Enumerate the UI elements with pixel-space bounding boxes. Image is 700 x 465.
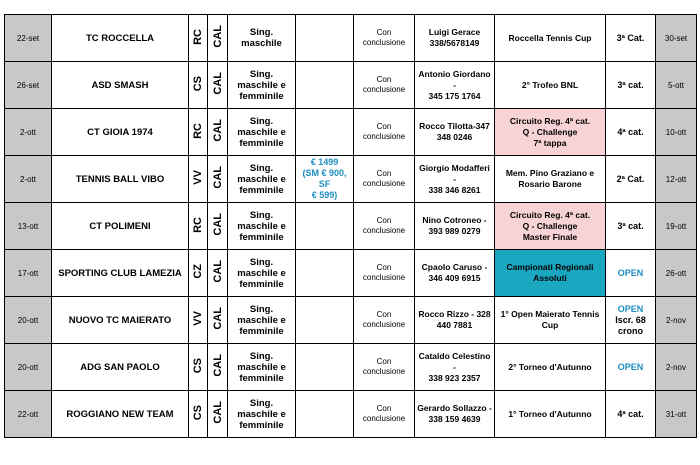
format-cell-line: conclusione bbox=[362, 132, 406, 141]
category-cell bbox=[606, 203, 656, 250]
province-cell bbox=[189, 297, 208, 344]
table-row bbox=[5, 391, 697, 438]
contact-cell bbox=[415, 109, 495, 156]
club-name-cell: ROGGIANO NEW TEAM bbox=[52, 391, 189, 438]
category-cell-line: 3ª cat. bbox=[617, 220, 644, 231]
contact-cell bbox=[415, 391, 495, 438]
end-date-cell: 12-ott bbox=[656, 156, 697, 203]
event-name-cell-line: Roccella Tennis Cup bbox=[508, 32, 592, 43]
start-date-cell: 20-ott bbox=[5, 297, 52, 344]
club-name-cell: ADG SAN PAOLO bbox=[52, 344, 189, 391]
event-name-cell-line: 1° Torneo d'Autunno bbox=[508, 408, 592, 419]
format-cell-line: conclusione bbox=[362, 38, 406, 47]
start-date-cell: 2-ott bbox=[5, 109, 52, 156]
format-cell-line: conclusione bbox=[362, 367, 406, 376]
format-cell-line: Con bbox=[376, 75, 392, 84]
discipline-cell-line: maschile e bbox=[237, 267, 286, 279]
discipline-cell-line: Sing. bbox=[249, 303, 274, 315]
event-name-cell-line: Circuito Reg. 4ª cat. bbox=[509, 115, 591, 126]
format-cell bbox=[354, 203, 415, 250]
province-cell-text: VV bbox=[192, 170, 204, 185]
region-cell bbox=[208, 391, 228, 438]
table-row bbox=[5, 62, 697, 109]
category-cell-line: 3ª cat. bbox=[617, 79, 644, 90]
discipline-cell-line: femminile bbox=[239, 90, 284, 102]
province-cell bbox=[189, 203, 208, 250]
category-cell bbox=[606, 156, 656, 203]
contact-cell-line: 393 989 0279 bbox=[428, 226, 481, 236]
start-date-cell: 26-set bbox=[5, 62, 52, 109]
prize-money-cell bbox=[296, 250, 354, 297]
event-name-cell bbox=[495, 109, 606, 156]
province-cell bbox=[189, 156, 208, 203]
discipline-cell-line: femminile bbox=[239, 231, 284, 243]
event-name-cell bbox=[495, 203, 606, 250]
region-cell bbox=[208, 297, 228, 344]
end-date-cell: 19-ott bbox=[656, 203, 697, 250]
start-date-cell: 17-ott bbox=[5, 250, 52, 297]
discipline-cell bbox=[228, 109, 296, 156]
discipline-cell-line: Sing. bbox=[249, 350, 274, 362]
region-cell-text: CAL bbox=[211, 25, 224, 48]
region-cell bbox=[208, 250, 228, 297]
contact-cell-line: Rocco Rizzo - 328 bbox=[418, 309, 491, 319]
discipline-cell-line: femminile bbox=[239, 278, 284, 290]
contact-cell-line: 348 0246 bbox=[436, 132, 473, 142]
discipline-cell bbox=[228, 297, 296, 344]
end-date-cell: 5-ott bbox=[656, 62, 697, 109]
start-date-cell: 20-ott bbox=[5, 344, 52, 391]
discipline-cell-line: maschile e bbox=[237, 126, 286, 138]
category-cell bbox=[606, 109, 656, 156]
format-cell bbox=[354, 297, 415, 344]
category-cell bbox=[606, 62, 656, 109]
region-cell-text: CAL bbox=[211, 166, 224, 189]
end-date-cell: 30-set bbox=[656, 15, 697, 62]
club-name-cell: TENNIS BALL VIBO bbox=[52, 156, 189, 203]
contact-cell bbox=[415, 250, 495, 297]
category-cell-line: Iscr. 68 bbox=[615, 314, 646, 325]
category-cell-line: OPEN bbox=[617, 361, 644, 372]
contact-cell-line: Nino Cotroneo - bbox=[422, 215, 487, 225]
region-cell bbox=[208, 156, 228, 203]
end-date-cell: 2-nov bbox=[656, 297, 697, 344]
contact-cell-line: 338 159 4639 bbox=[428, 414, 481, 424]
start-date-cell: 13-ott bbox=[5, 203, 52, 250]
region-cell bbox=[208, 62, 228, 109]
province-cell bbox=[189, 391, 208, 438]
province-cell bbox=[189, 15, 208, 62]
province-cell bbox=[189, 344, 208, 391]
format-cell bbox=[354, 109, 415, 156]
prize-money-cell-line: (SM € 900, SF bbox=[302, 168, 347, 189]
table-row bbox=[5, 344, 697, 391]
table-row bbox=[5, 109, 697, 156]
discipline-cell bbox=[228, 344, 296, 391]
province-cell bbox=[189, 62, 208, 109]
end-date-cell: 10-ott bbox=[656, 109, 697, 156]
event-name-cell-line: 1° Open Maierato Tennis bbox=[500, 309, 600, 319]
contact-cell-line: Antonio Giordano - bbox=[418, 68, 491, 90]
category-cell-line: 2ª Cat. bbox=[616, 173, 645, 184]
province-cell-text: VV bbox=[192, 311, 204, 326]
contact-cell-line: 338/5678149 bbox=[429, 38, 480, 48]
contact-cell-line: Cataldo Celestino - bbox=[418, 350, 491, 372]
format-cell-line: Con bbox=[376, 169, 392, 178]
discipline-cell-line: femminile bbox=[239, 325, 284, 337]
category-cell-line: 4ª cat. bbox=[617, 126, 644, 137]
table-row bbox=[5, 203, 697, 250]
format-cell-line: Con bbox=[376, 28, 392, 37]
format-cell bbox=[354, 250, 415, 297]
format-cell-line: conclusione bbox=[362, 85, 406, 94]
format-cell-line: Con bbox=[376, 310, 392, 319]
event-name-cell-line: Q - Challenge bbox=[522, 126, 578, 137]
format-cell-line: Con bbox=[376, 404, 392, 413]
region-cell-text: CAL bbox=[211, 401, 224, 424]
province-cell-text: RC bbox=[192, 28, 204, 45]
province-cell-text: CS bbox=[192, 357, 204, 374]
contact-cell-line: Rocco Tilotta-347 bbox=[419, 121, 490, 131]
province-cell-text: RC bbox=[192, 122, 204, 139]
province-cell-text: CS bbox=[192, 404, 204, 421]
province-cell-text: CZ bbox=[192, 264, 204, 279]
event-name-cell bbox=[495, 156, 606, 203]
discipline-cell-line: femminile bbox=[239, 372, 284, 384]
discipline-cell-line: Sing. bbox=[249, 256, 274, 268]
discipline-cell-line: Sing. bbox=[249, 68, 274, 80]
discipline-cell bbox=[228, 15, 296, 62]
prize-money-cell bbox=[296, 391, 354, 438]
discipline-cell-line: femminile bbox=[239, 184, 284, 196]
region-cell-text: CAL bbox=[211, 213, 224, 236]
discipline-cell-line: femminile bbox=[239, 419, 284, 431]
prize-money-cell bbox=[296, 109, 354, 156]
format-cell-line: conclusione bbox=[362, 226, 406, 235]
end-date-cell: 2-nov bbox=[656, 344, 697, 391]
discipline-cell-line: Sing. bbox=[249, 115, 274, 127]
category-cell-line: 3ª Cat. bbox=[616, 32, 645, 43]
discipline-cell bbox=[228, 62, 296, 109]
discipline-cell bbox=[228, 156, 296, 203]
region-cell bbox=[208, 203, 228, 250]
discipline-cell-line: Sing. bbox=[249, 27, 274, 38]
discipline-cell bbox=[228, 250, 296, 297]
tournament-calendar-table bbox=[4, 14, 697, 438]
discipline-cell-line: maschile e bbox=[237, 173, 286, 185]
region-cell-text: CAL bbox=[211, 260, 224, 283]
category-cell bbox=[606, 297, 656, 344]
table-row bbox=[5, 156, 697, 203]
format-cell-line: Con bbox=[376, 357, 392, 366]
category-cell-line: 4ª cat. bbox=[617, 408, 644, 419]
format-cell-line: conclusione bbox=[362, 414, 406, 423]
prize-money-cell bbox=[296, 344, 354, 391]
category-cell bbox=[606, 391, 656, 438]
club-name-cell: NUOVO TC MAIERATO bbox=[52, 297, 189, 344]
province-cell-text: RC bbox=[192, 216, 204, 233]
format-cell bbox=[354, 15, 415, 62]
start-date-cell: 2-ott bbox=[5, 156, 52, 203]
contact-cell bbox=[415, 203, 495, 250]
category-cell bbox=[606, 344, 656, 391]
prize-money-cell-line: € 1499 bbox=[310, 157, 339, 167]
format-cell-line: conclusione bbox=[362, 179, 406, 188]
contact-cell-line: Giorgio Modafferi - bbox=[419, 162, 490, 184]
region-cell bbox=[208, 344, 228, 391]
discipline-cell-line: maschile bbox=[241, 38, 282, 49]
discipline-cell-line: Sing. bbox=[249, 209, 274, 221]
discipline-cell bbox=[228, 391, 296, 438]
contact-cell bbox=[415, 156, 495, 203]
region-cell-text: CAL bbox=[211, 72, 224, 95]
table-row bbox=[5, 15, 697, 62]
discipline-cell-line: femminile bbox=[239, 137, 284, 149]
event-name-cell-line: Campionati Regionali bbox=[506, 262, 594, 272]
contact-cell bbox=[415, 297, 495, 344]
event-name-cell bbox=[495, 15, 606, 62]
club-name-cell: CT GIOIA 1974 bbox=[52, 109, 189, 156]
event-name-cell bbox=[495, 344, 606, 391]
table-row bbox=[5, 297, 697, 344]
contact-cell-line: 338 923 2357 bbox=[428, 372, 481, 383]
discipline-cell-line: maschile e bbox=[237, 79, 286, 91]
contact-cell-line: Cpaolo Caruso - bbox=[421, 262, 488, 272]
contact-cell-line: Luigi Gerace bbox=[428, 27, 481, 37]
province-cell bbox=[189, 250, 208, 297]
end-date-cell: 31-ott bbox=[656, 391, 697, 438]
category-cell-line: OPEN bbox=[617, 267, 644, 278]
event-name-cell-line: Assoluti bbox=[533, 273, 567, 283]
format-cell-line: conclusione bbox=[362, 273, 406, 282]
event-name-cell-line: Master Finale bbox=[522, 231, 578, 242]
discipline-cell-line: maschile e bbox=[237, 408, 286, 420]
start-date-cell: 22-ott bbox=[5, 391, 52, 438]
club-name-cell: TC ROCCELLA bbox=[52, 15, 189, 62]
event-name-cell bbox=[495, 62, 606, 109]
category-cell-line: OPEN bbox=[617, 303, 644, 314]
club-name-cell: CT POLIMENI bbox=[52, 203, 189, 250]
event-name-cell-line: Circuito Reg. 4ª cat. bbox=[509, 209, 591, 220]
event-name-cell-line: 2° Trofeo BNL bbox=[521, 79, 579, 90]
event-name-cell-line: Mem. Pino Graziano e bbox=[505, 168, 595, 178]
prize-money-cell bbox=[296, 156, 354, 203]
discipline-cell bbox=[228, 203, 296, 250]
contact-cell bbox=[415, 15, 495, 62]
table-body bbox=[5, 15, 697, 438]
discipline-cell-line: maschile e bbox=[237, 314, 286, 326]
format-cell-line: Con bbox=[376, 263, 392, 272]
event-name-cell-line: Cup bbox=[541, 320, 559, 330]
province-cell bbox=[189, 109, 208, 156]
format-cell-line: Con bbox=[376, 122, 392, 131]
format-cell bbox=[354, 156, 415, 203]
table-row bbox=[5, 250, 697, 297]
prize-money-cell-line: € 599) bbox=[311, 190, 338, 200]
prize-money-cell bbox=[296, 297, 354, 344]
start-date-cell: 22-set bbox=[5, 15, 52, 62]
event-name-cell bbox=[495, 250, 606, 297]
event-name-cell-line: 7ª tappa bbox=[533, 137, 567, 148]
region-cell-text: CAL bbox=[211, 354, 224, 377]
discipline-cell-line: maschile e bbox=[237, 361, 286, 373]
format-cell-line: Con bbox=[376, 216, 392, 225]
discipline-cell-line: Sing. bbox=[249, 397, 274, 409]
category-cell-line: crono bbox=[617, 325, 643, 336]
contact-cell-line: 440 7881 bbox=[436, 320, 473, 330]
contact-cell bbox=[415, 62, 495, 109]
prize-money-cell bbox=[296, 203, 354, 250]
region-cell-text: CAL bbox=[211, 307, 224, 330]
contact-cell-line: 346 409 6915 bbox=[428, 273, 481, 283]
contact-cell-line: Gerardo Sollazzo - bbox=[417, 403, 492, 413]
prize-money-cell bbox=[296, 62, 354, 109]
category-cell bbox=[606, 250, 656, 297]
format-cell bbox=[354, 391, 415, 438]
event-name-cell-line: Q - Challenge bbox=[522, 220, 578, 231]
discipline-cell-line: maschile e bbox=[237, 220, 286, 232]
format-cell bbox=[354, 62, 415, 109]
prize-money-cell bbox=[296, 15, 354, 62]
category-cell bbox=[606, 15, 656, 62]
format-cell-line: conclusione bbox=[362, 320, 406, 329]
event-name-cell-line: 2° Torneo d'Autunno bbox=[508, 361, 592, 372]
contact-cell bbox=[415, 344, 495, 391]
region-cell bbox=[208, 15, 228, 62]
event-name-cell-line: Rosario Barone bbox=[518, 179, 582, 189]
region-cell bbox=[208, 109, 228, 156]
contact-cell-line: 338 346 8261 bbox=[428, 184, 481, 195]
end-date-cell: 26-ott bbox=[656, 250, 697, 297]
club-name-cell: ASD SMASH bbox=[52, 62, 189, 109]
region-cell-text: CAL bbox=[211, 119, 224, 142]
province-cell-text: CS bbox=[192, 75, 204, 92]
contact-cell-line: 345 175 1764 bbox=[428, 90, 481, 101]
format-cell bbox=[354, 344, 415, 391]
event-name-cell bbox=[495, 297, 606, 344]
event-name-cell bbox=[495, 391, 606, 438]
club-name-cell: SPORTING CLUB LAMEZIA bbox=[52, 250, 189, 297]
discipline-cell-line: Sing. bbox=[249, 162, 274, 174]
